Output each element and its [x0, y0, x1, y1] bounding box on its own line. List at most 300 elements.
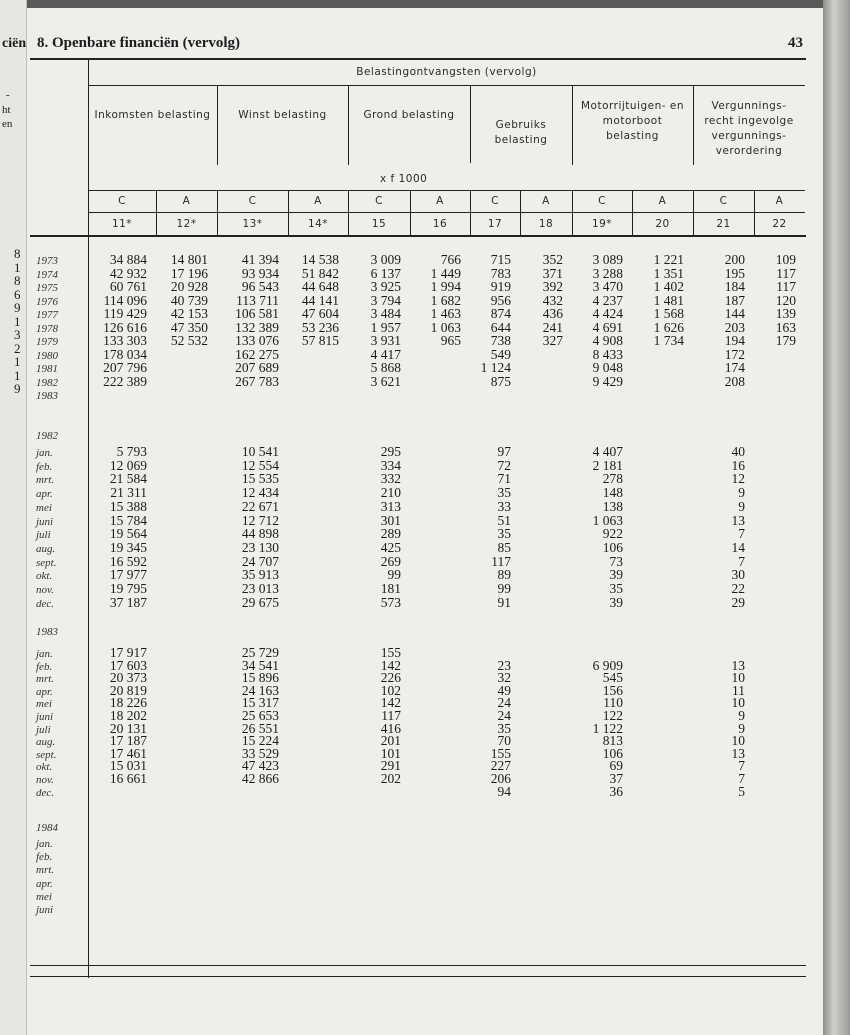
table-cell: 3 621 [370, 373, 401, 389]
table-cell: 51 [497, 512, 511, 528]
row-label: juli [36, 723, 51, 736]
table-cell: 23 [497, 657, 511, 673]
table-cell: 47 350 [170, 319, 208, 335]
group-divider [470, 85, 471, 163]
heading-rule [88, 85, 805, 86]
group-divider [693, 85, 694, 165]
table-cell: 85 [497, 539, 511, 555]
table-cell: 203 [724, 319, 745, 335]
table-cell: 40 [731, 444, 745, 459]
table-cell: 16 661 [109, 771, 147, 786]
ca-rule [88, 212, 805, 213]
table-cell: 142 [380, 657, 401, 673]
table-cell: 4 424 [592, 306, 623, 321]
row-label: juli [36, 529, 51, 542]
table-cell: 14 801 [170, 252, 208, 267]
table-cell: 12 434 [241, 485, 279, 501]
table-cell: 3 925 [370, 279, 401, 294]
row-label: 1980 [36, 349, 58, 362]
row-label: feb. [36, 460, 53, 473]
table-cell: 29 [731, 594, 745, 610]
column-divider [217, 190, 218, 235]
table-cell: 17 196 [170, 265, 208, 281]
row-label: juni [36, 515, 54, 528]
table-cell: 202 [380, 771, 401, 786]
table-cell: 200 [724, 252, 745, 267]
table-cell: 14 538 [301, 252, 339, 267]
table-cell: 4 407 [592, 444, 623, 459]
table-cell: 210 [380, 485, 401, 501]
table-cell: 106 581 [235, 306, 279, 321]
table-cell: 10 [731, 733, 745, 749]
table-cell: 52 532 [170, 333, 208, 348]
table-cell: 208 [724, 373, 745, 389]
column-number: 15 [371, 218, 387, 230]
table-cell: 96 543 [241, 279, 279, 294]
column-ca-label: C [375, 195, 383, 207]
table-cell: 47 423 [241, 758, 279, 774]
table-cell: 16 [731, 457, 745, 473]
table-cell: 15 535 [241, 471, 279, 487]
column-divider [348, 190, 349, 235]
table-cell: 17 603 [109, 657, 147, 673]
table-cell: 181 [380, 581, 401, 596]
table-cell: 4 237 [592, 292, 623, 308]
table-cell: 156 [602, 682, 623, 698]
column-number: 16 [432, 218, 448, 230]
table-cell: 106 [602, 745, 623, 761]
table-cell: 9 [738, 498, 745, 514]
row-label: mrt. [36, 673, 55, 686]
table-cell: 139 [775, 306, 796, 321]
table-cell: 44 898 [241, 526, 279, 542]
table-cell: 73 [609, 553, 623, 569]
table-cell: 10 [731, 695, 745, 711]
row-label: dec. [36, 786, 55, 799]
table-cell: 7 [738, 771, 745, 786]
table-cell: 278 [602, 471, 623, 487]
previous-page-text: 3 [14, 327, 21, 342]
table-cell: 99 [387, 567, 401, 583]
previous-page-text: 2 [14, 340, 21, 356]
table-cell: 1 063 [430, 319, 461, 335]
table-cell: 91 [497, 594, 511, 610]
table-cell: 113 711 [236, 292, 279, 308]
table-cell: 10 541 [241, 444, 279, 459]
unit-label: x f 1000 [380, 173, 428, 185]
row-label: feb. [36, 660, 53, 673]
table-cell: 34 541 [241, 657, 279, 673]
table-cell: 4 691 [592, 319, 623, 335]
previous-page-text: 6 [14, 286, 21, 302]
column-number: 11* [111, 218, 133, 230]
table-cell: 148 [602, 485, 623, 501]
table-cell: 371 [542, 265, 563, 281]
row-label: mrt. [36, 474, 55, 487]
row-label: nov. [36, 774, 54, 786]
header-bottom-rule [30, 235, 806, 237]
table-cell: 206 [490, 771, 511, 786]
book-edge [823, 0, 850, 1035]
previous-page-text: 1 [14, 354, 21, 369]
table-cell: 39 [609, 567, 623, 583]
table-cell: 269 [380, 553, 401, 569]
table-cell: 33 [497, 498, 511, 514]
previous-page-text: - [6, 89, 10, 101]
table-cell: 392 [542, 279, 563, 294]
table-cell: 226 [380, 670, 401, 686]
table-cell: 106 [602, 539, 623, 555]
table-cell: 7 [738, 758, 745, 774]
table-cell: 17 977 [109, 567, 147, 583]
table-cell: 19 564 [109, 526, 147, 542]
table-cell: 14 [731, 539, 745, 555]
table-cell: 184 [724, 279, 745, 294]
table-cell: 7 [738, 526, 745, 542]
table-cell: 37 187 [109, 594, 147, 610]
table-cell: 352 [542, 252, 563, 267]
row-label: 1973 [36, 255, 58, 267]
table-cell: 644 [490, 319, 511, 335]
table-cell: 34 884 [109, 252, 147, 267]
group-divider [348, 85, 349, 165]
table-cell: 922 [602, 526, 623, 542]
column-number: 17 [487, 218, 503, 230]
table-cell: 715 [490, 252, 511, 267]
table-cell: 4 908 [592, 333, 623, 348]
table-cell: 813 [602, 733, 623, 749]
table-cell: 99 [497, 581, 511, 596]
table-cell: 117 [381, 708, 401, 723]
table-cell: 1 351 [653, 265, 684, 281]
table-cell: 1 734 [653, 333, 684, 348]
table-cell: 22 671 [241, 498, 279, 514]
table-cell: 133 076 [235, 333, 279, 348]
table-cell: 42 932 [109, 265, 147, 281]
row-label: juni [36, 711, 54, 723]
table-cell: 1 682 [430, 292, 461, 308]
table-cell: 2 181 [592, 457, 623, 473]
table-cell: 109 [775, 252, 796, 267]
column-divider [572, 190, 573, 235]
column-ca-label: C [248, 195, 257, 207]
row-label: 1976 [36, 295, 58, 308]
table-cell: 44 648 [301, 279, 339, 294]
table-cell: 201 [380, 733, 401, 749]
row-label: okt. [36, 761, 53, 774]
table-cell: 39 [609, 594, 623, 610]
row-label: jan. [36, 447, 53, 459]
table-cell: 32 [497, 670, 511, 686]
table-cell: 21 584 [109, 471, 147, 487]
row-label: apr. [36, 685, 53, 698]
table-cell: 3 484 [370, 306, 401, 321]
table-cell: 1 463 [430, 306, 461, 321]
table-cell: 24 163 [241, 682, 279, 698]
table-cell: 69 [609, 758, 623, 774]
top-rule [30, 58, 806, 60]
table-cell: 11 [732, 682, 745, 698]
table-cell: 6 137 [370, 265, 401, 281]
table-cell: 4 417 [370, 346, 401, 362]
table-cell: 57 815 [301, 333, 339, 348]
table-cell: 93 934 [241, 265, 279, 281]
column-divider [156, 190, 157, 235]
table-cell: 1 122 [592, 720, 623, 736]
table-cell: 7 [738, 553, 745, 569]
table-cell: 20 928 [170, 279, 208, 294]
column-divider [288, 190, 289, 235]
row-label: okt. [36, 570, 53, 583]
table-cell: 956 [490, 292, 511, 308]
row-label: aug. [36, 736, 56, 749]
table-cell: 102 [380, 682, 401, 698]
table-cell: 241 [542, 319, 563, 335]
column-number: 13* [242, 218, 263, 230]
table-cell: 110 [603, 695, 623, 711]
row-label: nov. [36, 584, 54, 596]
table-cell: 5 868 [370, 360, 401, 375]
table-cell: 3 931 [370, 333, 401, 348]
row-label: apr. [36, 488, 53, 501]
table-cell: 1 957 [370, 319, 401, 335]
row-label: 1983 [36, 390, 58, 402]
table-cell: 41 394 [241, 252, 279, 267]
table-cell: 25 653 [241, 708, 279, 723]
row-label: aug. [36, 542, 56, 555]
column-ca-label: C [598, 195, 606, 207]
table-cell: 114 096 [103, 292, 147, 308]
row-label: dec. [36, 597, 55, 610]
row-label: feb. [36, 851, 53, 864]
column-divider [693, 190, 694, 235]
table-cell: 163 [775, 319, 796, 335]
table-cell: 3 288 [592, 265, 623, 281]
table-cell: 327 [542, 333, 563, 348]
row-label: 1982 [36, 376, 58, 389]
table-cell: 1 063 [592, 512, 623, 528]
table-cell: 144 [724, 306, 745, 321]
table-cell: 227 [490, 758, 511, 774]
table-cell: 12 069 [109, 457, 147, 473]
row-label: 1975 [36, 282, 58, 294]
page-number: 43 [788, 35, 803, 51]
row-label: sept. [36, 748, 57, 761]
table-cell: 29 675 [241, 594, 279, 610]
table-cell: 1 124 [480, 360, 511, 375]
table-cell: 1 481 [653, 292, 684, 308]
table-cell: 60 761 [109, 279, 147, 294]
table-cell: 295 [380, 444, 401, 459]
table-cell: 1 626 [653, 319, 684, 335]
table-cell: 3 089 [592, 252, 623, 267]
table-cell: 18 226 [109, 695, 147, 711]
table-cell: 549 [490, 346, 511, 362]
table-cell: 267 783 [235, 373, 279, 389]
table-cell: 9 [738, 485, 745, 501]
table-cell: 89 [497, 567, 511, 583]
row-label: 1981 [36, 363, 58, 375]
table-cell: 965 [440, 333, 461, 348]
table-cell: 15 031 [109, 758, 147, 774]
year-label: 1984 [36, 822, 58, 834]
table-cell: 17 187 [109, 733, 147, 749]
table-cell: 12 712 [241, 512, 279, 528]
table-cell: 332 [380, 471, 401, 487]
table-cell: 12 [731, 471, 745, 487]
table-cell: 178 034 [103, 346, 147, 362]
column-ca-label: A [182, 195, 191, 207]
column-group-header: Motorrijtuigen- en motorboot belasting [580, 100, 685, 142]
column-ca-label: A [775, 195, 784, 207]
previous-page-text: ciën [2, 36, 27, 51]
table-cell: 101 [380, 745, 401, 761]
table-cell: 51 842 [301, 265, 339, 281]
table-cell: 37 [609, 771, 623, 786]
table-cell: 132 389 [235, 319, 279, 335]
main-heading: Belastingontvangsten (vervolg) [356, 66, 537, 78]
table-cell: 1 449 [430, 265, 461, 281]
table-cell: 425 [380, 539, 401, 555]
table-cell: 9 429 [592, 373, 623, 389]
column-number: 19* [591, 218, 613, 230]
column-number: 20 [655, 218, 670, 230]
previous-page-text: 9 [14, 300, 21, 315]
row-label: sept. [36, 556, 57, 569]
column-ca-label: A [542, 195, 550, 207]
table-cell: 416 [380, 720, 401, 736]
table-cell: 207 796 [103, 360, 147, 375]
table-cell: 6 909 [592, 657, 623, 673]
table-cell: 44 141 [301, 292, 339, 308]
table-cell: 573 [380, 594, 401, 610]
table-cell: 23 130 [241, 539, 279, 555]
row-label: 1974 [36, 268, 58, 281]
row-label: juni [36, 904, 54, 916]
table-cell: 22 [731, 581, 745, 596]
previous-page-text: 1 [14, 313, 21, 329]
table-cell: 138 [602, 498, 623, 514]
table-cell: 194 [724, 333, 745, 348]
row-label: 1978 [36, 322, 58, 335]
table-cell: 47 604 [301, 306, 339, 321]
table-cell: 20 819 [109, 682, 147, 698]
table-cell: 13 [731, 512, 745, 528]
bottom-rule [30, 965, 806, 966]
table-cell: 42 866 [241, 771, 279, 786]
previous-page-text: 1 [14, 259, 21, 275]
column-divider [754, 190, 755, 235]
table-cell: 120 [775, 292, 796, 308]
table-cell: 162 275 [235, 346, 279, 362]
table-cell: 1 402 [653, 279, 684, 294]
column-group-header: Inkomsten belasting [94, 109, 211, 121]
table-cell: 155 [490, 745, 511, 761]
table-cell: 1 221 [653, 252, 684, 267]
table-cell: 15 388 [109, 498, 147, 514]
column-divider [632, 190, 633, 235]
table-cell: 36 [609, 783, 623, 799]
table-cell: 30 [731, 567, 745, 583]
table-cell: 13 [731, 657, 745, 673]
column-ca-label: C [719, 195, 728, 207]
table-cell: 10 [731, 670, 745, 686]
table-cell: 432 [542, 292, 563, 308]
table-cell: 9 [738, 720, 745, 736]
table-cell: 24 [497, 695, 511, 711]
table-cell: 20 131 [109, 720, 147, 736]
table-cell: 5 [738, 783, 745, 799]
table-cell: 40 739 [170, 292, 208, 308]
previous-page-text: 8 [14, 246, 21, 261]
column-number: 12* [176, 218, 197, 230]
table-cell: 12 554 [241, 457, 279, 473]
table-cell: 9 [738, 708, 745, 723]
table-cell: 97 [497, 444, 511, 459]
table-cell: 3 009 [370, 252, 401, 267]
table-cell: 133 303 [103, 333, 147, 348]
table-cell: 1 994 [430, 279, 461, 294]
column-group-header: Winst belasting [238, 109, 327, 121]
unit-rule [88, 190, 805, 191]
group-divider [217, 85, 218, 165]
table-cell: 874 [490, 306, 511, 321]
table-cell: 783 [490, 265, 511, 281]
table-cell: 174 [724, 360, 745, 375]
table-cell: 49 [497, 682, 511, 698]
column-number: 21 [716, 218, 731, 230]
table-cell: 9 048 [592, 360, 623, 375]
column-group-header: Vergunnings- recht ingevolge vergunnings- verordering [704, 100, 794, 157]
table-cell: 119 429 [103, 306, 147, 321]
table-cell: 26 551 [241, 720, 279, 736]
table-cell: 195 [724, 265, 745, 281]
table-cell: 117 [776, 265, 796, 281]
table-cell: 72 [497, 457, 511, 473]
table-cell: 207 689 [235, 360, 279, 375]
table-cell: 222 389 [103, 373, 147, 389]
table-cell: 13 [731, 745, 745, 761]
table-cell: 766 [440, 252, 461, 267]
column-ca-label: A [314, 195, 322, 207]
table-cell: 24 [497, 708, 511, 723]
table-cell: 179 [775, 333, 796, 348]
table-cell: 117 [776, 279, 796, 294]
table-cell: 289 [380, 526, 401, 542]
column-number: 18 [538, 218, 554, 230]
column-ca-label: C [491, 195, 499, 207]
table-cell: 35 [497, 485, 511, 501]
bottom-rule-2 [30, 976, 806, 977]
table-cell: 15 317 [241, 695, 279, 711]
table-cell: 16 592 [109, 553, 147, 569]
year-label: 1982 [36, 430, 58, 442]
column-group-header: Gebruiks belasting [494, 119, 548, 146]
table-cell: 3 794 [370, 292, 401, 308]
year-label: 1983 [36, 626, 58, 638]
table-cell: 291 [380, 758, 401, 774]
table-cell: 172 [724, 346, 745, 362]
group-divider [572, 85, 573, 165]
previous-page-text: 8 [14, 273, 21, 288]
table-cell: 20 373 [109, 670, 147, 686]
column-divider [410, 190, 411, 235]
table-cell: 126 616 [103, 319, 147, 335]
previous-page-text: 1 [14, 367, 21, 383]
table-cell: 33 529 [241, 745, 279, 761]
table-cell: 18 202 [109, 708, 147, 723]
table-cell: 23 013 [241, 581, 279, 596]
